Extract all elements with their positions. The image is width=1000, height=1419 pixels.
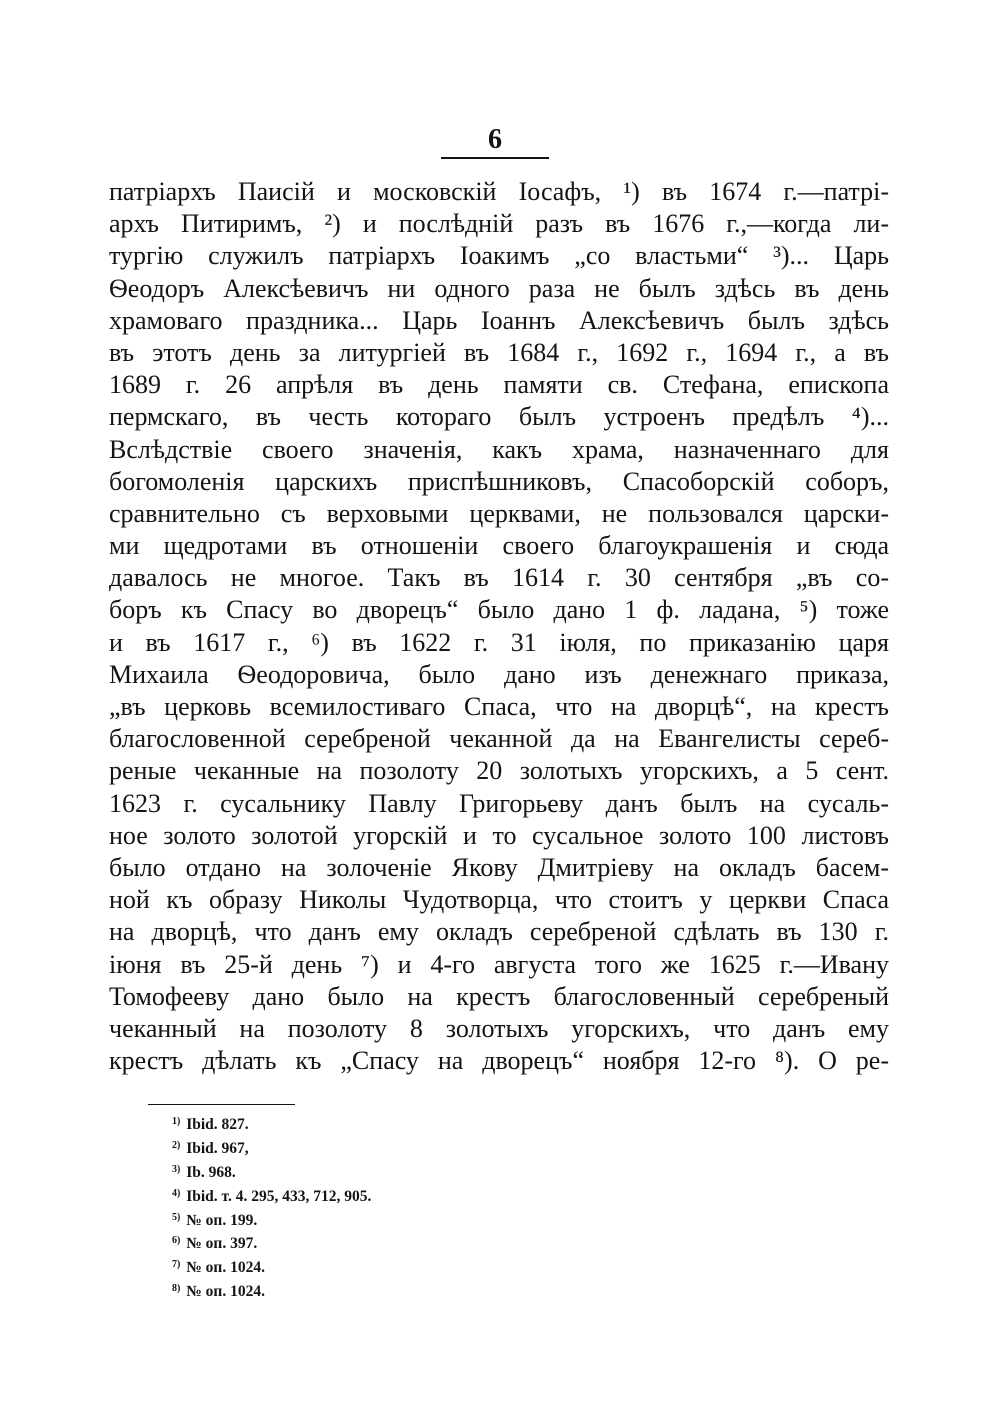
text-line: Томофееву дано было на крестъ благословенный серебреный	[109, 981, 889, 1011]
text-line: сравнительно съ верховыми церквами, не пользовался царски-	[109, 498, 889, 528]
text-line: чеканный на позолоту 8 золотыхъ угорскихъ, что данъ ему	[109, 1013, 889, 1043]
footnote	[172, 1182, 572, 1206]
text-line: патріархъ Паисій и московскій Іосафъ, ¹) въ 1674 г.—патрі-	[109, 177, 889, 206]
text-line: 1689 г. 26 апрѣля въ день памяти св. Стефана, епископа	[109, 370, 889, 400]
text-line: благословенной серебреной чеканной да на Евангелисты сереб-	[109, 724, 889, 754]
footnote-mark: 2)	[172, 1139, 181, 1151]
footnote	[172, 1253, 572, 1277]
text-line: крестъ дѣлать къ „Спасу на дворецъ“ ноября 12-го ⁸). О ре-	[109, 1046, 889, 1076]
text-line: Ѳеодоръ Алексѣевичъ ни одного раза не былъ здѣсь въ день	[109, 273, 889, 303]
text-line: пермскаго, въ честь котораго былъ устроенъ предѣлъ ⁴)...	[109, 402, 889, 432]
body-text	[109, 176, 889, 1077]
footnote	[172, 1277, 572, 1301]
footnote-text: Ibid. 827.	[186, 1116, 249, 1133]
text-line: „въ церковь всемилостиваго Спаса, что на дворцѣ“, на крестъ	[109, 692, 889, 721]
text-line: и въ 1617 г., ⁶) въ 1622 г. 31 іюля, по приказанію царя	[109, 627, 889, 657]
text-line: 1623 г. сусальнику Павлу Григорьеву данъ былъ на сусаль-	[109, 788, 889, 818]
text-line: давалось не многое. Такъ въ 1614 г. 30 сентября „въ со-	[109, 563, 889, 593]
footnote	[172, 1110, 572, 1134]
footnote-mark: 1)	[172, 1116, 181, 1127]
footnote	[172, 1206, 572, 1230]
footnote	[172, 1158, 572, 1182]
text-line: храмоваго праздника... Царь Іоаннъ Алексѣевичъ былъ здѣсь	[109, 305, 889, 335]
text-line: на дворцѣ, что данъ ему окладъ серебреной сдѣлать въ 130 г.	[109, 917, 889, 947]
text-line: архъ Питиримъ, ²) и послѣдній разъ въ 1676 г.,—когда ли-	[109, 209, 889, 239]
text-line: ной къ образу Николы Чудотворца, что стоитъ у церкви Спаса	[109, 885, 889, 915]
text-line: ное золото золотой угорскій и то сусальное золото 100 листовъ	[109, 820, 889, 850]
text-line: богомоленія царскихъ приспѣшниковъ, Спасоборскій соборъ,	[109, 466, 889, 496]
text-line: было отдано на золоченіе Якову Дмитріеву на окладъ басем-	[109, 852, 889, 882]
text-line: тургію служилъ патріархъ Іоакимъ „со властьми“ ³)... Царь	[109, 241, 889, 271]
text-line: въ этотъ день за литургіей въ 1684 г., 1692 г., 1694 г., а въ	[109, 337, 889, 367]
text-line: Вслѣдствіе своего значенія, какъ храма, назначеннаго для	[109, 434, 889, 464]
page-number: 6	[488, 124, 502, 155]
footnote	[172, 1229, 572, 1253]
text-line: ми щедротами въ отношеніи своего благоукрашенія и сюда	[109, 531, 889, 561]
footnote-mark: 3)	[172, 1163, 181, 1175]
text-line: боръ къ Спасу во дворецъ“ было дано 1 ф. ладана, ⁵) тоже	[109, 595, 889, 625]
footnote-text: № оп. 1024.	[186, 1283, 265, 1301]
footnote	[172, 1134, 572, 1158]
footnote-text: Ibid. т. 4. 295, 433, 712, 905.	[186, 1187, 372, 1205]
footnote-mark: 7)	[172, 1259, 181, 1271]
footnote-mark: 4)	[172, 1187, 181, 1199]
text-line: реные чеканные на позолоту 20 золотыхъ угорскихъ, а 5 сент.	[109, 756, 889, 786]
footnote-rule	[148, 1104, 295, 1105]
text-line: Михаила Ѳеодоровича, было дано изъ денежнаго приказа,	[109, 659, 889, 689]
footnote-mark: 5)	[172, 1211, 181, 1223]
footnote-mark: 8)	[172, 1283, 181, 1295]
footnote-text: № оп. 1024.	[186, 1259, 265, 1277]
footnote-text: № оп. 199.	[186, 1211, 258, 1229]
footnote-text: Ibid. 967,	[186, 1139, 249, 1157]
footnote-text: Ib. 968.	[186, 1163, 236, 1181]
header-rule	[441, 157, 549, 159]
footnote-text: № оп. 397.	[186, 1235, 258, 1253]
footnotes	[172, 1110, 572, 1301]
footnote-mark: 6)	[172, 1235, 181, 1247]
text-line: іюня въ 25-й день ⁷) и 4-го августа того же 1625 г.—Ивану	[109, 949, 889, 979]
